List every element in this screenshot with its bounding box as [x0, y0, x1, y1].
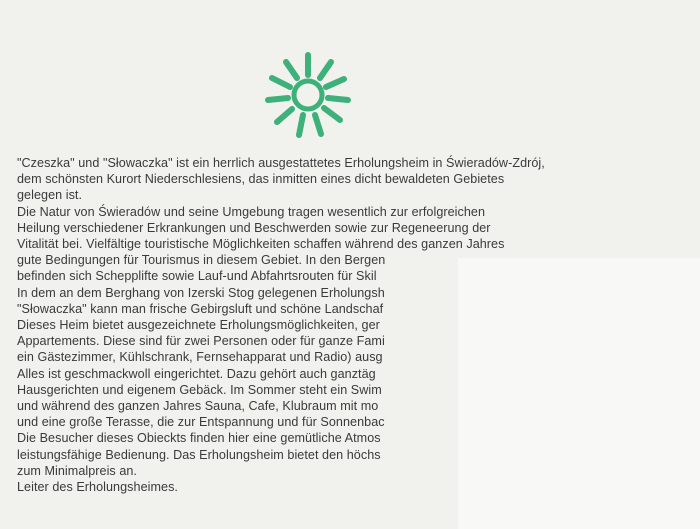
text-line: befinden sich Schepplifte sowie Lauf-und Abfahrtsrouten für Skil: [17, 269, 377, 284]
text-line: leistungsfähige Bedienung. Das Erholungsheim bietet den höchs: [17, 447, 381, 462]
text-line: "Słowaczka" kann man frische Gebirgsluft und schöne Landschaf: [17, 301, 384, 316]
text-line: gute Bedingungen für Tourismus in diesem Gebiet. In den Bergen: [17, 253, 386, 268]
blank-overlay: [458, 258, 700, 529]
text-line: Alles ist geschmackwoll eingerichtet. Dazu gehört auch ganztäg: [17, 366, 376, 381]
text-line: zum Minimalpreis an.: [17, 463, 137, 478]
text-line: und während des ganzen Jahres Sauna, Cafe, Klubraum mit mo: [17, 399, 379, 414]
text-line: dem schönsten Kurort Niederschlesiens, das inmitten eines dicht bewaldeten Gebietes: [17, 172, 505, 187]
text-line: Die Besucher dieses Obieckts finden hier eine gemütliche Atmos: [17, 431, 381, 446]
text-line: gelegen ist.: [17, 188, 83, 203]
text-line: "Czeszka" und "Słowaczka" ist ein herrlich ausgestattetes Erholungsheim in Świeradów-Zdrój,: [17, 156, 545, 170]
text-line: Leiter des Erholungsheimes.: [17, 480, 178, 495]
text-line: In dem an dem Berghang von Izerski Stog gelegenen Erholungsh: [17, 285, 385, 300]
text-line: Appartements. Diese sind für zwei Personen oder für ganze Fami: [17, 334, 385, 349]
text-line: Hausgerichten und eigenem Gebäck. Im Sommer steht ein Swim: [17, 382, 382, 397]
sun-icon: [258, 45, 358, 145]
text-line: Heilung verschiedener Erkrankungen und Beschwerden sowie zur Regeneerung der: [17, 220, 491, 235]
text-line: Dieses Heim bietet ausgezeichnete Erholungsmöglichkeiten, ger: [17, 318, 380, 333]
text-line: und eine große Terasse, die zur Entspannung und für Sonnenbac: [17, 415, 385, 430]
text-line: Vitalität bei. Vielfältige touristische Möglichkeiten schaffen während des ganzen Jahres: [17, 237, 505, 252]
text-line: ein Gästezimmer, Kühlschrank, Fernsehapparat und Radio) ausg: [17, 350, 383, 365]
text-line: Die Natur von Świeradów und seine Umgebung tragen wesentlich zur erfolgreichen: [17, 204, 486, 219]
